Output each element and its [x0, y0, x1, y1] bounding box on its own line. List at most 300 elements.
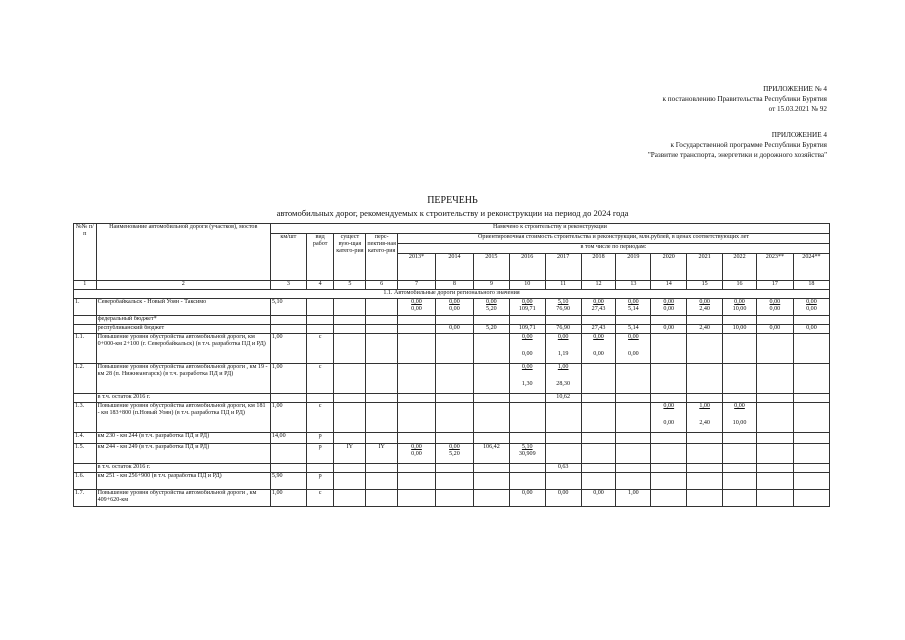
- road-name-cell: Повышение уровня обустройства автомобильной дороги , км 19 - км 28 (п. Нижнеангарск) (в т.ч. разработка ПД и РД): [96, 364, 270, 394]
- cost-value: 0,63: [557, 464, 569, 470]
- cost-value: 0,00: [769, 299, 781, 305]
- row-number-cell: [74, 316, 97, 325]
- section-row: [74, 290, 830, 299]
- cost-cell: [687, 299, 723, 316]
- row-number-cell: 1.2.: [74, 364, 97, 394]
- cost-value-total: 109,71: [518, 306, 536, 313]
- column-number-cell: 16: [723, 281, 757, 290]
- cost-value-total: 0,00: [593, 351, 604, 358]
- cost-value: 1,00: [628, 490, 639, 496]
- cost-value: 0,00: [628, 299, 639, 305]
- cost-value: 0,00: [699, 299, 710, 305]
- cost-value: 27,43: [591, 325, 606, 331]
- table-row: [74, 464, 830, 473]
- cost-value: 0,00: [806, 299, 817, 305]
- cost-cell: [651, 433, 687, 444]
- road-name-cell: Северобайкальск - Новый Уоян - Таксимо: [96, 299, 270, 316]
- cost-cell: [616, 444, 651, 464]
- km-cell: [270, 325, 306, 334]
- cost-value-total: 27,43: [591, 306, 606, 313]
- header-year-cell: 2021: [687, 254, 723, 281]
- header-year-cell: 2019: [616, 254, 651, 281]
- road-name-cell: км 230 - км 244 (в т.ч. разработка ПД и РД): [96, 433, 270, 444]
- cost-cell: [651, 464, 687, 473]
- cost-cell: [581, 299, 616, 316]
- cost-cell: [473, 325, 509, 334]
- cost-value: 0,00: [521, 490, 533, 496]
- row-number-cell: 1.4.: [74, 433, 97, 444]
- cost-value: 10,00: [732, 325, 747, 331]
- cost-cell: [581, 473, 616, 490]
- cost-cell: [687, 433, 723, 444]
- km-cell: 1,00: [270, 403, 306, 433]
- document-title-main: ПЕРЕЧЕНЬ: [427, 195, 478, 206]
- cost-cell: [651, 444, 687, 464]
- table-body: [74, 299, 830, 507]
- cost-value-total: 2,40: [699, 306, 710, 313]
- column-number-cell: 7: [398, 281, 436, 290]
- cost-cell: [687, 316, 723, 325]
- cost-value-total: 106,42: [482, 444, 500, 450]
- cost-cell: [398, 299, 436, 316]
- appendix-program-line3: "Развитие транспорта, энергетики и дорожного хозяйства": [647, 151, 827, 159]
- cost-cell: [398, 433, 436, 444]
- cost-value: 2,40: [699, 325, 710, 331]
- cost-value: 1,00: [557, 364, 569, 370]
- appendix-program-line2: к Государственной программе Республики Бурятия: [670, 141, 827, 149]
- appendix-resolution-line2: к постановлению Правительства Республики Бурятия: [662, 95, 827, 103]
- km-cell: 14,00: [270, 433, 306, 444]
- cost-value: 5,10: [521, 444, 533, 450]
- header-year-cell: 2017: [545, 254, 581, 281]
- row-number-cell: [74, 325, 97, 334]
- table-row: [74, 316, 830, 325]
- cost-value-total: 0,00: [663, 420, 675, 427]
- cost-value-total: 76,90: [556, 306, 570, 313]
- cost-value-total: 28,30: [556, 381, 570, 388]
- cost-value: 0,00: [557, 490, 569, 496]
- existing-category-cell: [334, 316, 366, 325]
- cost-cell: [545, 403, 581, 433]
- cost-value-total: 0,00: [411, 306, 422, 313]
- cost-cell: [581, 433, 616, 444]
- prospective-category-cell: [366, 464, 398, 473]
- cost-cell: [687, 325, 723, 334]
- column-number-cell: 12: [581, 281, 616, 290]
- cost-value: 0,00: [521, 334, 533, 340]
- cost-cell: [581, 364, 616, 394]
- row-number-cell: [74, 464, 97, 473]
- document-title-sub: автомобильных дорог, рекомендуемых к строительству и реконструкции на период до 2024 года: [276, 208, 629, 218]
- work-type-cell: р: [306, 473, 334, 490]
- column-number-cell: 11: [545, 281, 581, 290]
- cost-cell: [473, 316, 509, 325]
- cost-value: 0,00: [734, 403, 745, 409]
- work-type-cell: [306, 394, 334, 403]
- cost-cell: [545, 490, 581, 507]
- existing-category-cell: [334, 490, 366, 507]
- cost-cell: [545, 364, 581, 394]
- cost-cell: [581, 403, 616, 433]
- cost-cell: [616, 403, 651, 433]
- cost-cell: [756, 403, 793, 433]
- row-number-cell: 1.1.: [74, 334, 97, 364]
- table-row: [74, 403, 830, 433]
- cost-cell: [435, 325, 473, 334]
- cost-value-total: 2,40: [699, 420, 710, 427]
- column-number-cell: 10: [509, 281, 545, 290]
- cost-cell: [581, 464, 616, 473]
- prospective-category-cell: [366, 334, 398, 364]
- cost-cell: [435, 299, 473, 316]
- cost-cell: [723, 299, 757, 316]
- road-name-cell: республиканский бюджет: [96, 325, 270, 334]
- km-cell: [270, 464, 306, 473]
- header-year-cell: 2020: [651, 254, 687, 281]
- cost-cell: [651, 403, 687, 433]
- cost-cell: [435, 473, 473, 490]
- header-year-cell: 2024**: [793, 254, 829, 281]
- cost-cell: [756, 325, 793, 334]
- cost-cell: [473, 433, 509, 444]
- cost-cell: [723, 364, 757, 394]
- cost-value: 0,00: [521, 299, 533, 305]
- cost-cell: [651, 325, 687, 334]
- cost-value: 0,00: [663, 325, 675, 331]
- cost-cell: [651, 473, 687, 490]
- cost-cell: [509, 364, 545, 394]
- cost-cell: [793, 394, 829, 403]
- cost-cell: [435, 316, 473, 325]
- column-number-cell: 18: [793, 281, 829, 290]
- cost-cell: [723, 444, 757, 464]
- cost-value: 0,00: [593, 299, 604, 305]
- cost-cell: [651, 394, 687, 403]
- cost-value: 0,00: [769, 325, 781, 331]
- cost-cell: [581, 334, 616, 364]
- cost-cell: [435, 334, 473, 364]
- cost-cell: [793, 316, 829, 325]
- work-type-cell: [306, 464, 334, 473]
- km-cell: [270, 444, 306, 464]
- km-cell: [270, 394, 306, 403]
- cost-cell: [435, 464, 473, 473]
- appendix-resolution-title: ПРИЛОЖЕНИЕ № 4: [763, 85, 827, 93]
- cost-cell: [473, 394, 509, 403]
- header-periods: в том числе по периодам:: [398, 244, 830, 254]
- road-name-cell: в т.ч. остаток 2016 г.: [96, 464, 270, 473]
- row-number-cell: [74, 394, 97, 403]
- cost-value-total: 5,14: [628, 306, 639, 313]
- cost-cell: [435, 403, 473, 433]
- cost-cell: [473, 464, 509, 473]
- cost-cell: [793, 325, 829, 334]
- cost-cell: [509, 316, 545, 325]
- cost-value-total: 5,20: [486, 306, 497, 313]
- cost-cell: [398, 364, 436, 394]
- column-number-cell: 4: [306, 281, 334, 290]
- cost-cell: [473, 334, 509, 364]
- work-type-cell: р: [306, 433, 334, 444]
- row-number-cell: 1.3.: [74, 403, 97, 433]
- cost-cell: [509, 473, 545, 490]
- road-name-cell: км 251 - км 256+900 (в т.ч. разработка ПД и РД): [96, 473, 270, 490]
- cost-cell: [398, 490, 436, 507]
- row-number-cell: 1.7.: [74, 490, 97, 507]
- appendix-resolution: [662, 84, 827, 114]
- appendix-program-title: ПРИЛОЖЕНИЕ 4: [771, 131, 827, 139]
- cost-cell: [723, 490, 757, 507]
- cost-cell: [651, 490, 687, 507]
- header-km: км/шт: [270, 234, 306, 281]
- cost-cell: [435, 394, 473, 403]
- prospective-category-cell: [366, 325, 398, 334]
- cost-cell: [756, 490, 793, 507]
- header-existing-category: сущест вую-щая катего-рия: [334, 234, 366, 281]
- cost-cell: [793, 444, 829, 464]
- cost-cell: [793, 364, 829, 394]
- column-number-cell: 2: [96, 281, 270, 290]
- cost-value-total: 0,00: [769, 306, 781, 313]
- cost-cell: [509, 444, 545, 464]
- cost-cell: [581, 490, 616, 507]
- cost-cell: [398, 334, 436, 364]
- prospective-category-cell: [366, 316, 398, 325]
- cost-cell: [723, 394, 757, 403]
- cost-cell: [509, 394, 545, 403]
- header-cost: Ориентировочная стоимость строительства и реконструкции, млн.рублей, в ценах соответствующих лет: [398, 234, 830, 244]
- existing-category-cell: [334, 364, 366, 394]
- cost-value-total: 0,00: [663, 306, 675, 313]
- table-row: [74, 334, 830, 364]
- cost-cell: [651, 299, 687, 316]
- cost-value-total: 10,00: [732, 306, 747, 313]
- cost-cell: [723, 433, 757, 444]
- header-name: Наименование автомобильной дороги (участков), мостов: [96, 224, 270, 281]
- cost-value-total: 0,00: [628, 351, 639, 358]
- cost-cell: [756, 334, 793, 364]
- work-type-cell: с: [306, 403, 334, 433]
- cost-value: 0,00: [663, 403, 675, 409]
- cost-cell: [435, 364, 473, 394]
- cost-cell: [687, 490, 723, 507]
- cost-cell: [616, 325, 651, 334]
- prospective-category-cell: [366, 473, 398, 490]
- table-row: [74, 444, 830, 464]
- appendix-resolution-line3: от 15.03.2021 № 92: [768, 105, 827, 113]
- cost-cell: [473, 299, 509, 316]
- prospective-category-cell: [366, 433, 398, 444]
- column-number-cell: 15: [687, 281, 723, 290]
- cost-cell: [616, 433, 651, 444]
- cost-cell: [793, 464, 829, 473]
- header-year-cell: 2015: [473, 254, 509, 281]
- work-type-cell: [306, 325, 334, 334]
- cost-cell: [509, 299, 545, 316]
- road-name-cell: Повышение уровня обустройства автомобильной дороги, км 0+000-км 2+100 (г. Северобайкальск) (в т.ч. разработка ПД и РД): [96, 334, 270, 364]
- cost-cell: [509, 334, 545, 364]
- column-number-cell: 3: [270, 281, 306, 290]
- cost-cell: [616, 316, 651, 325]
- road-name-cell: Повышение уровня обустройства автомобильной дороги , км 409+620-км: [96, 490, 270, 507]
- section-title: 1.1. Автомобильные дороги регионального значения: [74, 290, 830, 299]
- cost-value: 5,14: [628, 325, 639, 331]
- cost-cell: [616, 394, 651, 403]
- cost-cell: [509, 464, 545, 473]
- cost-cell: [687, 403, 723, 433]
- cost-cell: [509, 403, 545, 433]
- cost-value: 0,00: [486, 299, 497, 305]
- cost-value: 0,00: [411, 299, 422, 305]
- document-title: [0, 195, 905, 218]
- table-row: [74, 325, 830, 334]
- column-number-cell: 5: [334, 281, 366, 290]
- cost-cell: [756, 464, 793, 473]
- work-type-cell: [306, 299, 334, 316]
- header-num: №№ п/п: [74, 224, 97, 281]
- cost-cell: [545, 464, 581, 473]
- table-row: [74, 299, 830, 316]
- cost-cell: [545, 334, 581, 364]
- cost-value-total: 30,909: [518, 451, 536, 458]
- cost-value: 0,00: [557, 334, 569, 340]
- cost-cell: [398, 464, 436, 473]
- appendix-program: [648, 130, 827, 160]
- cost-cell: [756, 316, 793, 325]
- existing-category-cell: [334, 325, 366, 334]
- cost-cell: [616, 299, 651, 316]
- cost-cell: [545, 316, 581, 325]
- km-cell: 1,00: [270, 490, 306, 507]
- table-row: [74, 473, 830, 490]
- header-year-cell: 2022: [723, 254, 757, 281]
- prospective-category-cell: [366, 299, 398, 316]
- cost-cell: [545, 473, 581, 490]
- cost-cell: [616, 490, 651, 507]
- cost-value: 76,90: [556, 325, 570, 331]
- cost-cell: [616, 464, 651, 473]
- cost-cell: [435, 490, 473, 507]
- cost-value-total: 1,30: [521, 381, 533, 388]
- cost-cell: [651, 364, 687, 394]
- table-row: [74, 490, 830, 507]
- cost-value-total: 10,00: [732, 420, 747, 427]
- header-prospective-category: перс-пектив-ная катего-рия: [366, 234, 398, 281]
- cost-cell: [651, 334, 687, 364]
- header-planned: Намечено к строительству и реконструкции: [270, 224, 829, 234]
- cost-cell: [723, 464, 757, 473]
- cost-value: 1,00: [699, 403, 710, 409]
- cost-cell: [473, 364, 509, 394]
- cost-cell: [509, 325, 545, 334]
- header-year-cell: 2018: [581, 254, 616, 281]
- cost-cell: [398, 473, 436, 490]
- cost-cell: [545, 325, 581, 334]
- km-cell: 1,00: [270, 364, 306, 394]
- cost-value: 0,00: [449, 325, 460, 331]
- cost-cell: [793, 334, 829, 364]
- cost-value-total: 1,19: [557, 351, 569, 358]
- cost-value: 0,00: [593, 490, 604, 496]
- cost-value: 0,00: [593, 334, 604, 340]
- column-number-cell: 17: [756, 281, 793, 290]
- cost-cell: [509, 490, 545, 507]
- row-number-cell: 1.6.: [74, 473, 97, 490]
- cost-cell: [756, 299, 793, 316]
- cost-cell: [473, 444, 509, 464]
- cost-cell: [723, 334, 757, 364]
- cost-cell: [398, 403, 436, 433]
- cost-cell: [687, 334, 723, 364]
- existing-category-cell: [334, 403, 366, 433]
- cost-cell: [723, 316, 757, 325]
- prospective-category-cell: [366, 394, 398, 403]
- cost-value-total: 0,00: [449, 306, 460, 313]
- cost-cell: [435, 433, 473, 444]
- km-cell: [270, 316, 306, 325]
- cost-cell: [723, 325, 757, 334]
- cost-cell: [581, 316, 616, 325]
- cost-cell: [398, 325, 436, 334]
- cost-cell: [581, 394, 616, 403]
- cost-cell: [473, 473, 509, 490]
- header-year-cell: 2016: [509, 254, 545, 281]
- prospective-category-cell: [366, 364, 398, 394]
- cost-value: 0,00: [449, 444, 460, 450]
- km-cell: 5,90: [270, 473, 306, 490]
- cost-cell: [473, 490, 509, 507]
- cost-cell: [687, 464, 723, 473]
- cost-value: 0,00: [449, 299, 460, 305]
- cost-value: 0,00: [806, 325, 817, 331]
- header-year-cell: 2023**: [756, 254, 793, 281]
- cost-cell: [616, 334, 651, 364]
- cost-value: 5,20: [486, 325, 497, 331]
- cost-cell: [793, 403, 829, 433]
- existing-category-cell: [334, 299, 366, 316]
- cost-cell: [756, 444, 793, 464]
- road-name-cell: Повышение уровня обустройства автомобильной дороги, км 181 - км 183+800 (п.Новый Уоян) (в т.ч. разработка ПД и РД): [96, 403, 270, 433]
- prospective-category-cell: [366, 490, 398, 507]
- cost-cell: [793, 490, 829, 507]
- cost-value-total: 0,00: [521, 351, 533, 358]
- header-row-1: [74, 224, 830, 234]
- prospective-category-cell: [366, 403, 398, 433]
- cost-value: 0,00: [411, 444, 422, 450]
- table-row: [74, 433, 830, 444]
- header-column-numbers: [74, 281, 830, 290]
- road-name-cell: федеральный бюджет*: [96, 316, 270, 325]
- work-type-cell: с: [306, 334, 334, 364]
- cost-cell: [435, 444, 473, 464]
- row-number-cell: 1.5.: [74, 444, 97, 464]
- cost-value-total: 5,20: [449, 451, 460, 458]
- existing-category-cell: [334, 394, 366, 403]
- column-number-cell: 6: [366, 281, 398, 290]
- cost-cell: [581, 325, 616, 334]
- cost-value: 0,00: [521, 364, 533, 370]
- cost-cell: [793, 473, 829, 490]
- cost-value: 0,00: [628, 334, 639, 340]
- cost-cell: [398, 316, 436, 325]
- column-number-cell: 9: [473, 281, 509, 290]
- cost-cell: [687, 364, 723, 394]
- cost-cell: [687, 444, 723, 464]
- cost-cell: [616, 364, 651, 394]
- existing-category-cell: [334, 334, 366, 364]
- work-type-cell: [306, 316, 334, 325]
- cost-cell: [793, 433, 829, 444]
